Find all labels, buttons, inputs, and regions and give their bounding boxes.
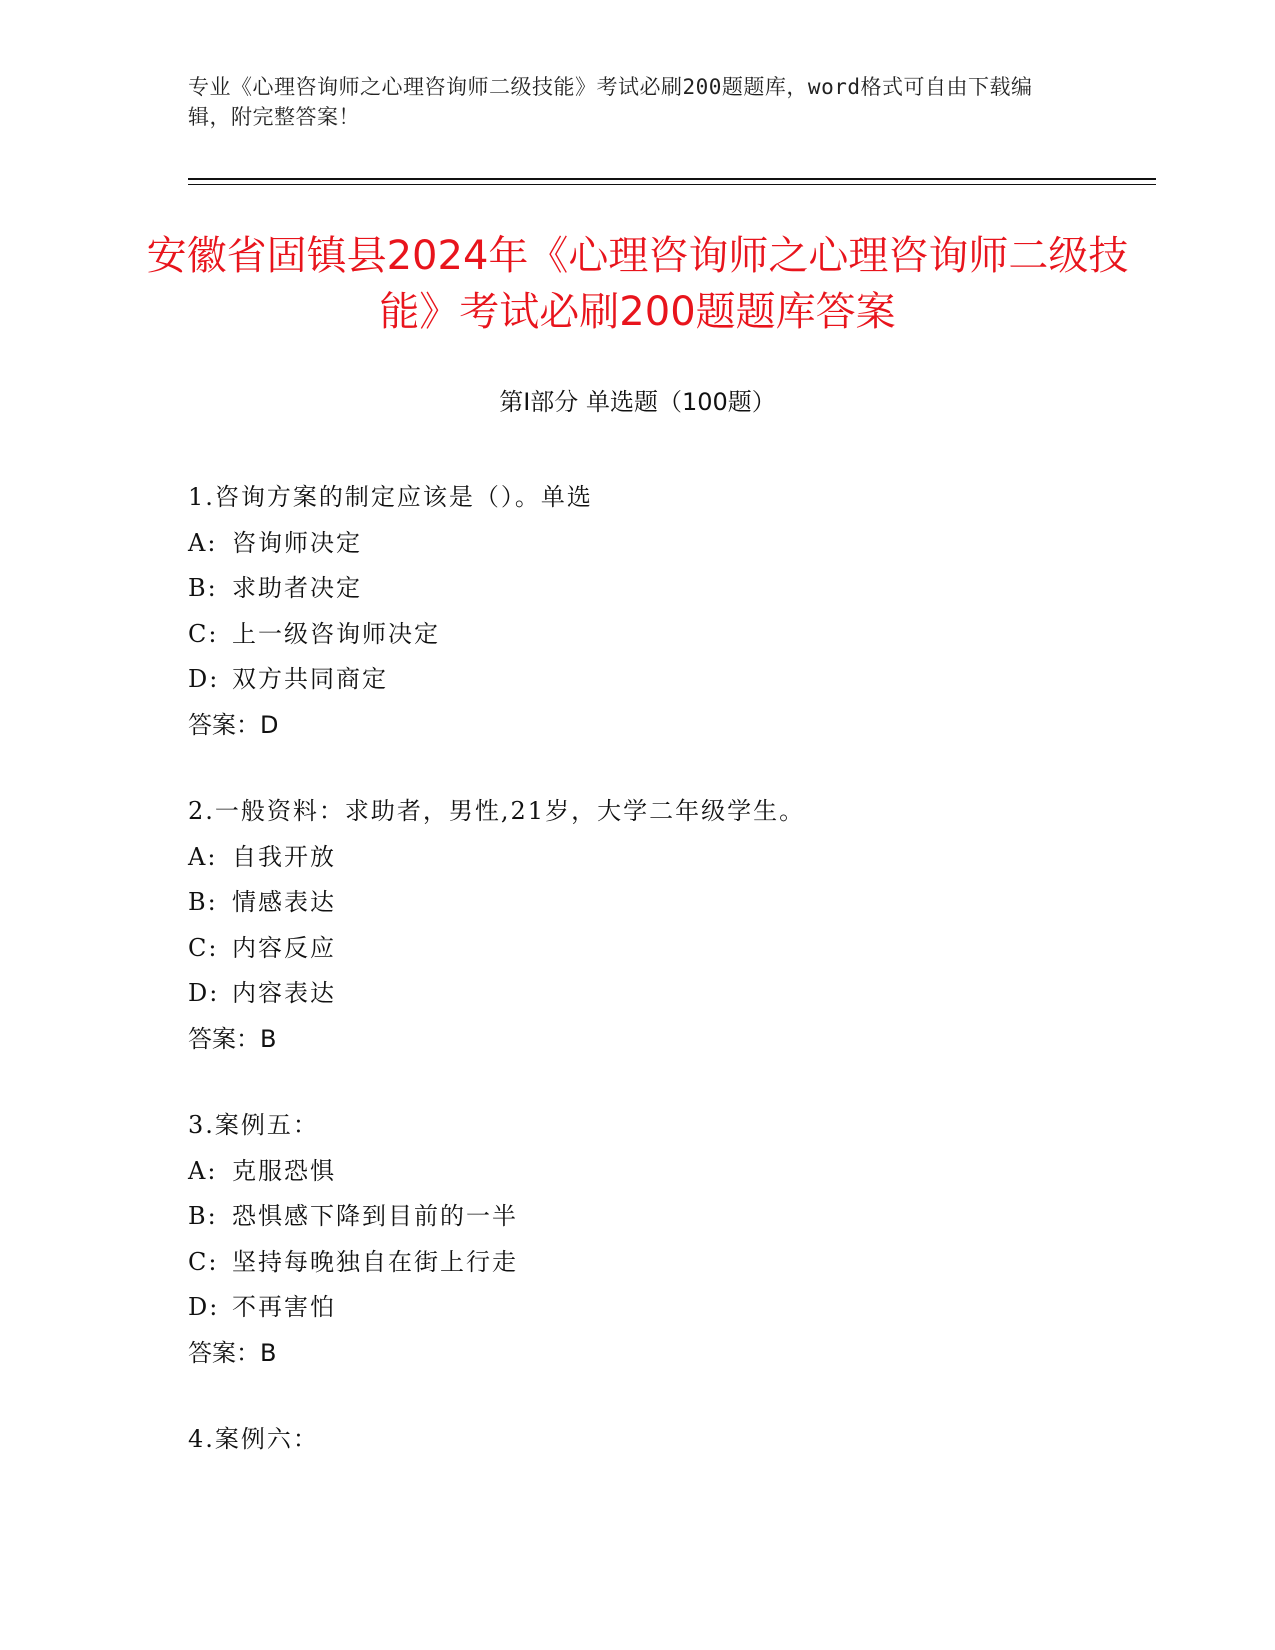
option-c: [188, 1240, 1148, 1286]
option-b: [188, 1194, 1148, 1240]
option-key: A:: [188, 842, 218, 871]
header-divider-thin: [188, 184, 1156, 185]
document-title: 安徽省固镇县2024年《心理咨询师之心理咨询师二级技能》考试必刷200题题库答案: [146, 233, 1129, 335]
option-b: [188, 880, 1148, 926]
option-text: 双方共同商定: [232, 665, 388, 693]
question-stem: 1.咨询方案的制定应该是（）。单选: [188, 483, 593, 511]
answer: 答案：D: [188, 710, 279, 739]
option-d: [188, 971, 1148, 1017]
question-stem: 4.案例六：: [188, 1425, 319, 1453]
option-a: [188, 1149, 1148, 1195]
header-divider-thick: [188, 178, 1156, 180]
option-d: [188, 1285, 1148, 1331]
section-title: 第Ⅰ部分 单选题（100题）: [499, 388, 776, 416]
option-key: C:: [188, 619, 219, 648]
question-1: [188, 475, 1148, 748]
option-key: D:: [188, 1293, 220, 1321]
option-a: [188, 521, 1148, 567]
option-text: 内容表达: [232, 979, 336, 1007]
option-text: 坚持每晚独自在街上行走: [232, 1247, 518, 1276]
option-text: 不再害怕: [232, 1293, 336, 1321]
option-d: [188, 657, 1148, 703]
question-stem: 3.案例五：: [188, 1111, 319, 1139]
header-note: 专业《心理咨询师之心理咨询师二级技能》考试必刷200题题库，word格式可自由下载编辑，附完整答案！: [188, 75, 1033, 129]
option-key: D:: [188, 665, 220, 693]
option-text: 恐惧感下降到目前的一半: [232, 1202, 518, 1230]
option-text: 咨询师决定: [232, 528, 362, 557]
option-text: 求助者决定: [232, 574, 362, 602]
option-text: 自我开放: [232, 842, 336, 871]
option-key: B:: [188, 574, 218, 602]
answer: 答案：B: [188, 1338, 277, 1367]
option-key: B:: [188, 888, 218, 916]
option-key: B:: [188, 1202, 218, 1230]
question-3: [188, 1103, 1148, 1376]
question-stem: 2.一般资料：求助者，男性,21岁，大学二年级学生。: [188, 797, 806, 825]
option-b: [188, 566, 1148, 612]
answer: 答案：B: [188, 1024, 277, 1053]
option-key: D:: [188, 979, 220, 1007]
option-text: 上一级咨询师决定: [232, 619, 440, 648]
option-text: 情感表达: [232, 888, 336, 916]
option-a: [188, 835, 1148, 881]
option-key: C:: [188, 933, 219, 962]
option-c: [188, 926, 1148, 972]
option-text: 内容反应: [232, 933, 336, 962]
option-key: A:: [188, 1156, 218, 1185]
question-list: [188, 475, 1148, 1504]
option-text: 克服恐惧: [232, 1156, 336, 1185]
option-key: A:: [188, 528, 218, 557]
question-2: [188, 789, 1148, 1062]
option-key: C:: [188, 1247, 219, 1276]
question-4: [188, 1417, 1148, 1463]
option-c: [188, 612, 1148, 658]
